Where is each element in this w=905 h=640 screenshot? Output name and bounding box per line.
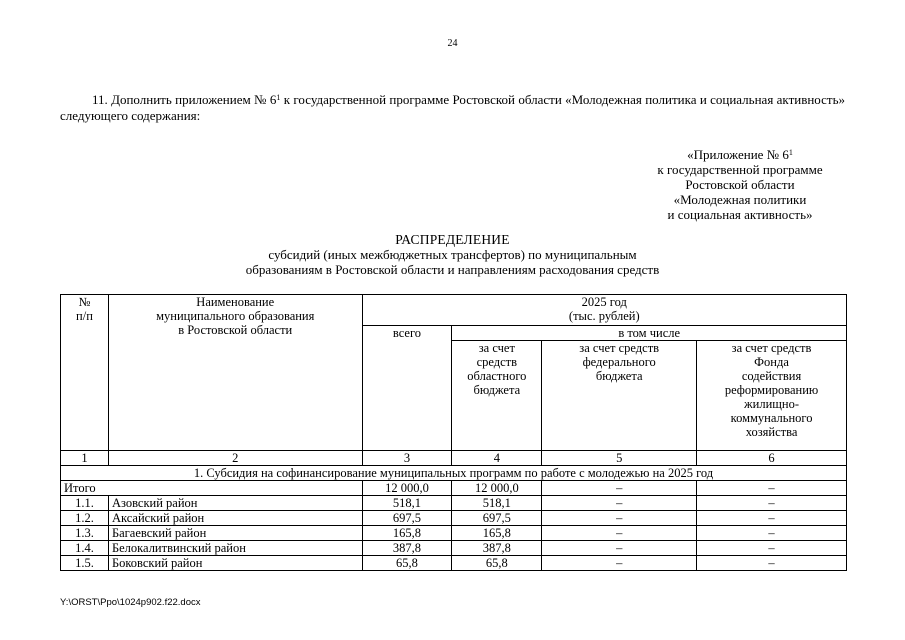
row-federal: –	[542, 556, 697, 571]
column-number: 5	[542, 451, 697, 466]
section-title: 1. Субсидия на софинансирование муниципальных программ по работе с молодежью на 2025 год	[61, 466, 847, 481]
row-total: 697,5	[362, 511, 452, 526]
row-name: Аксайский район	[108, 511, 362, 526]
row-federal: –	[542, 496, 697, 511]
header-regional: за счет средств областного бюджета	[452, 341, 542, 451]
row-num: 1.5.	[61, 556, 109, 571]
intro-paragraph	[60, 92, 845, 124]
row-total: 387,8	[362, 541, 452, 556]
row-num: 1.4.	[61, 541, 109, 556]
row-name: Азовский район	[108, 496, 362, 511]
row-num: 1.2.	[61, 511, 109, 526]
row-fund: –	[697, 511, 847, 526]
row-federal: –	[542, 511, 697, 526]
row-federal: –	[542, 541, 697, 556]
column-number-row	[61, 451, 847, 466]
page-number: 24	[447, 38, 458, 49]
total-label: Итого	[61, 481, 363, 496]
table-row	[61, 556, 847, 571]
row-total: 518,1	[362, 496, 452, 511]
total-value: 12 000,0	[362, 481, 452, 496]
appendix-line2: к государственной программе	[657, 162, 823, 177]
column-number: 6	[697, 451, 847, 466]
table-row	[61, 541, 847, 556]
header-num: № п/п	[61, 295, 109, 451]
header-total: всего	[362, 326, 452, 451]
row-fund: –	[697, 556, 847, 571]
column-number: 2	[108, 451, 362, 466]
appendix-line3: Ростовской области	[685, 177, 795, 192]
title-line1: РАСПРЕДЕЛЕНИЕ	[395, 232, 510, 247]
row-name: Белокалитвинский район	[108, 541, 362, 556]
header-name: Наименование муниципального образования в Ростовской области	[108, 295, 362, 451]
row-fund: –	[697, 496, 847, 511]
row-fund: –	[697, 526, 847, 541]
appendix-line1: «Приложение № 6	[687, 147, 789, 162]
row-regional: 518,1	[452, 496, 542, 511]
row-regional: 65,8	[452, 556, 542, 571]
header-fund: за счет средств Фонда содействия реформированию жилищно- коммунального хозяйства	[697, 341, 847, 451]
title-line2: субсидий (иных межбюджетных трансфертов) по муниципальным	[268, 247, 637, 262]
row-fund: –	[697, 541, 847, 556]
column-number: 3	[362, 451, 452, 466]
appendix-line4: «Молодежная политики	[673, 192, 807, 207]
file-path-footer: Y:\ORST\Ppo\1024p902.f22.docx	[60, 597, 201, 608]
row-name: Боковский район	[108, 556, 362, 571]
table-row	[61, 511, 847, 526]
total-row	[61, 481, 847, 496]
intro-rest: к государственной программе Ростовской области «Молодежная политика и социальная активность» следующего содержания:	[60, 92, 846, 123]
intro-prefix: 11. Дополнить приложением № 6	[92, 92, 277, 107]
total-fund: –	[697, 481, 847, 496]
appendix-superscript: 1	[788, 148, 793, 157]
row-total: 65,8	[362, 556, 452, 571]
total-regional: 12 000,0	[452, 481, 542, 496]
row-regional: 165,8	[452, 526, 542, 541]
table-row	[61, 526, 847, 541]
intro-superscript: 1	[276, 93, 281, 102]
row-num: 1.1.	[61, 496, 109, 511]
header-federal: за счет средств федерального бюджета	[542, 341, 697, 451]
header-including: в том числе	[452, 326, 847, 341]
appendix-line5: и социальная активность»	[667, 207, 813, 222]
row-num: 1.3.	[61, 526, 109, 541]
row-regional: 387,8	[452, 541, 542, 556]
title-line3: образованиям в Ростовской области и направлениям расходования средств	[245, 262, 660, 277]
table-row	[61, 496, 847, 511]
row-federal: –	[542, 526, 697, 541]
row-total: 165,8	[362, 526, 452, 541]
header-year: 2025 год (тыс. рублей)	[362, 295, 846, 326]
row-regional: 697,5	[452, 511, 542, 526]
row-name: Багаевский район	[108, 526, 362, 541]
appendix-header	[640, 147, 840, 222]
column-number: 4	[452, 451, 542, 466]
column-number: 1	[61, 451, 109, 466]
section-row	[61, 466, 847, 481]
distribution-title	[160, 232, 745, 277]
total-federal: –	[542, 481, 697, 496]
distribution-table	[60, 294, 847, 571]
